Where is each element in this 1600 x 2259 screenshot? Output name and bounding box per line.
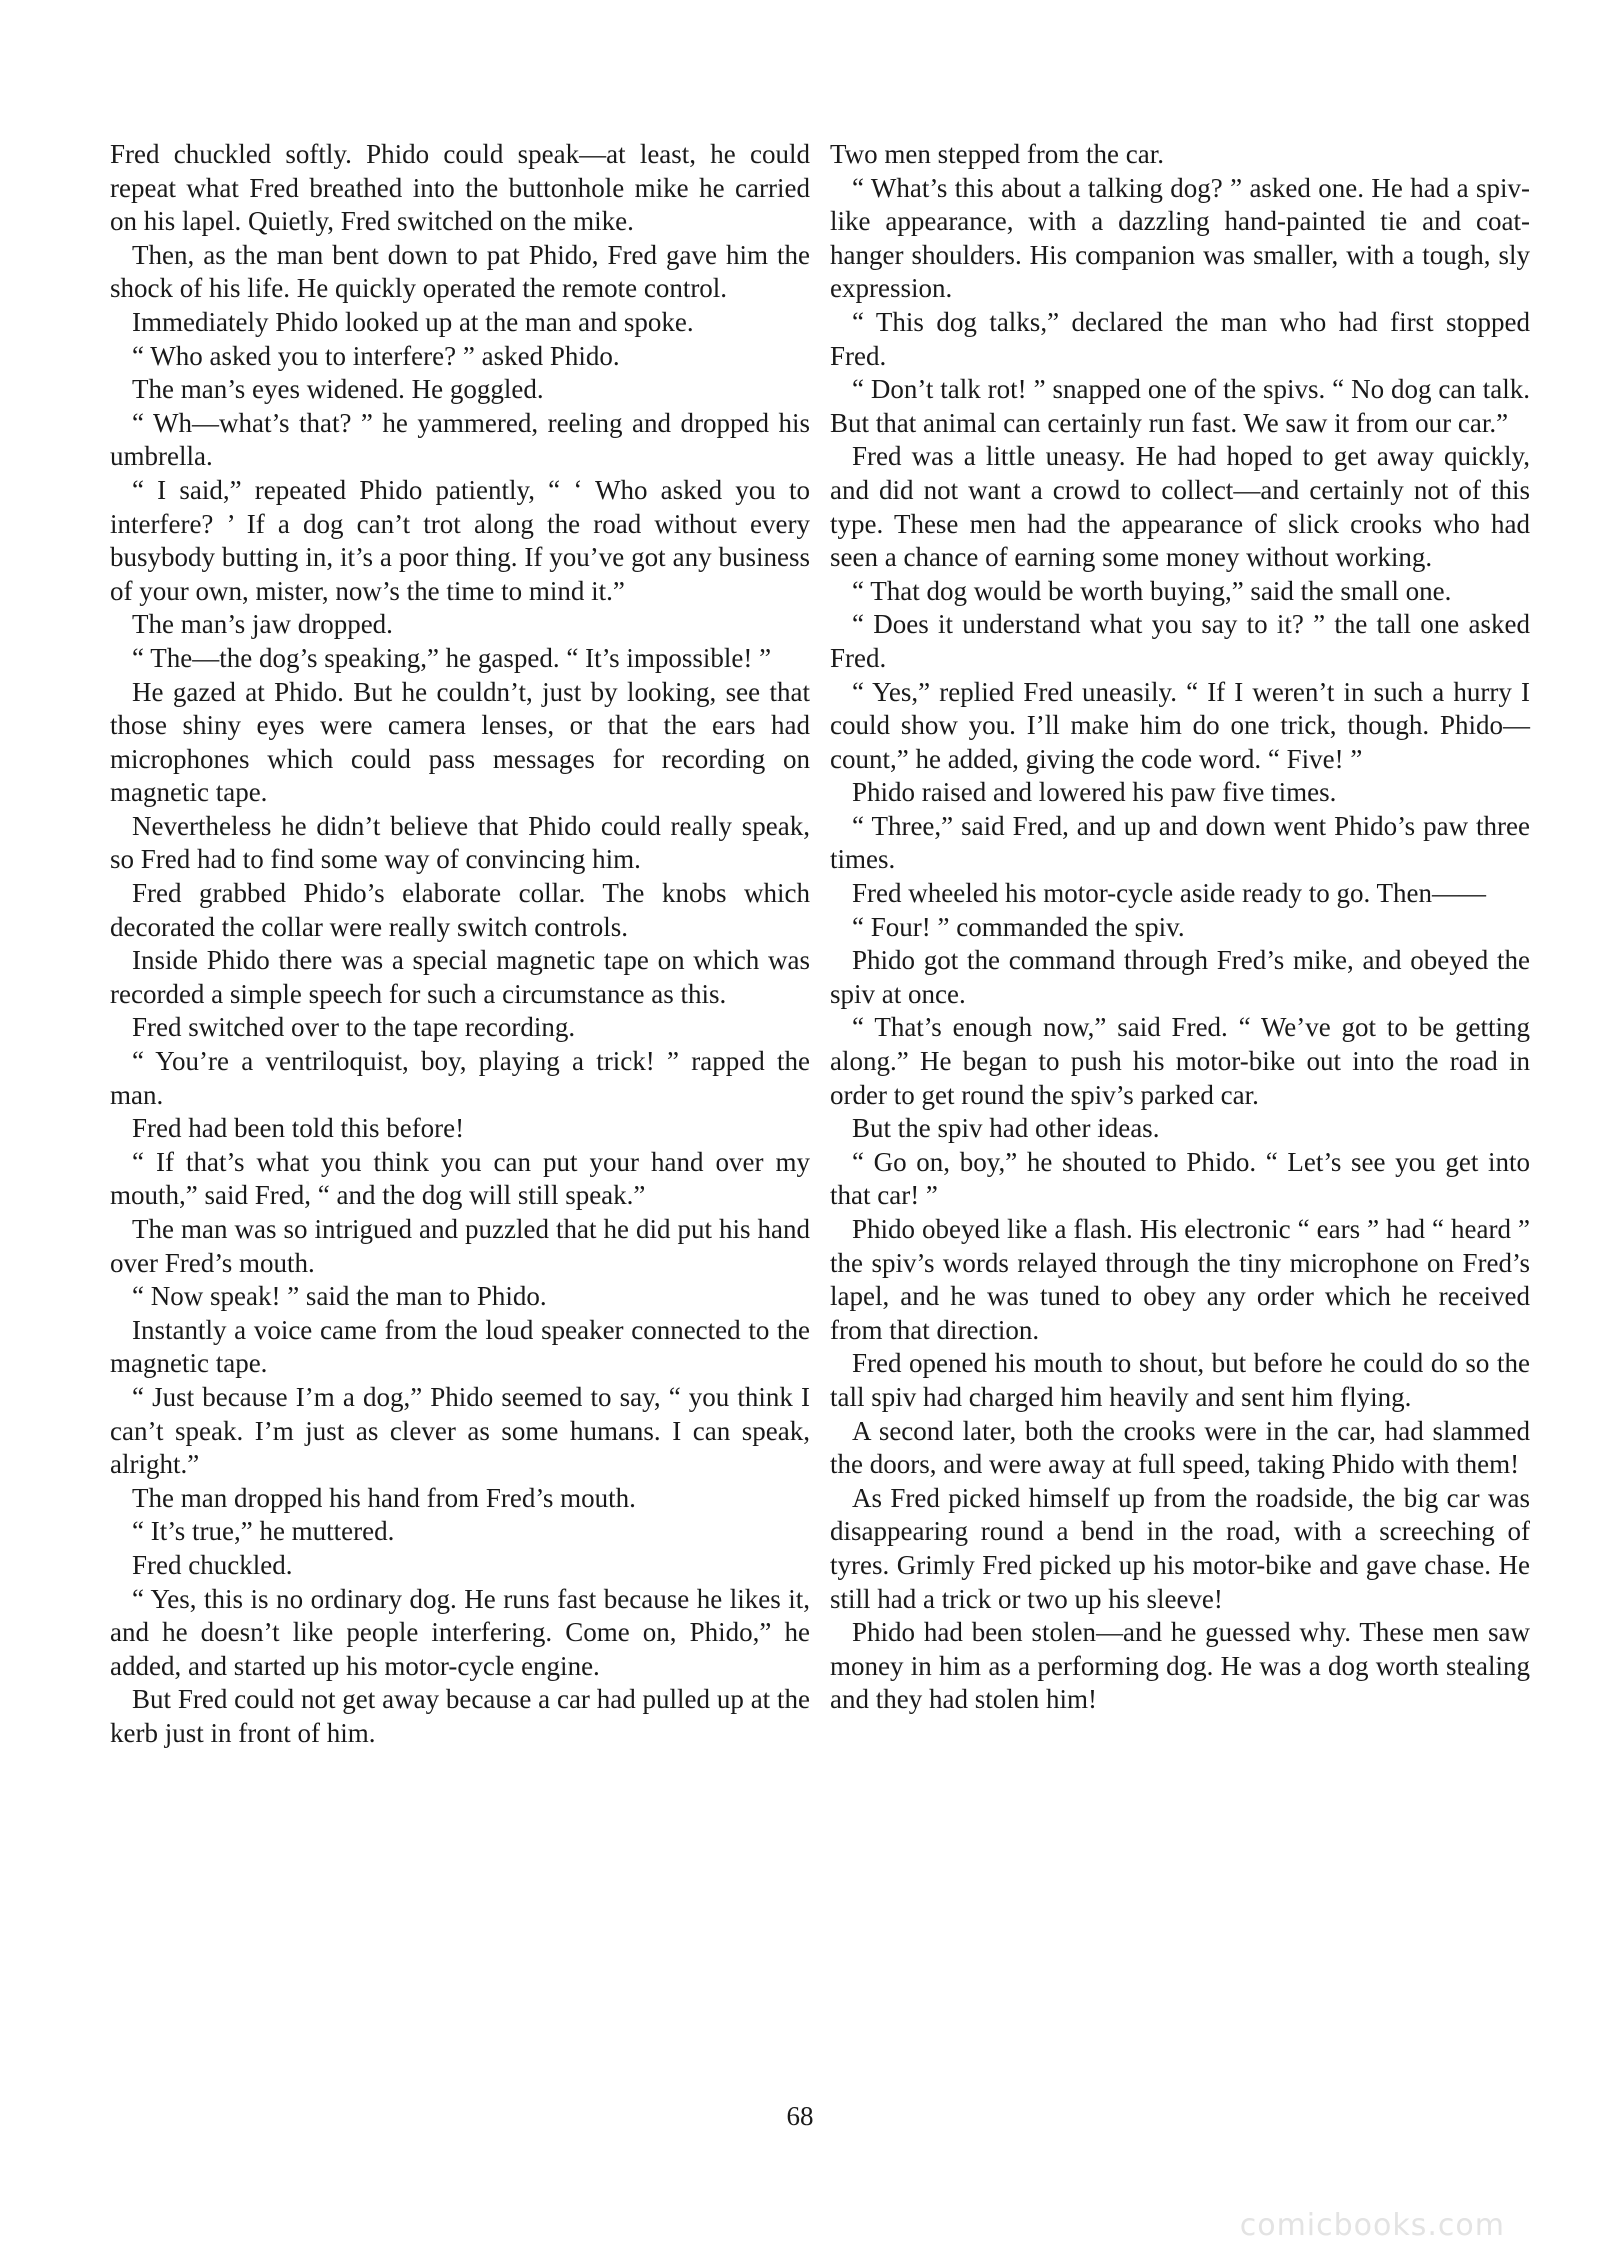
paragraph: But Fred could not get away because a car had pulled up at the kerb just in front of him. <box>110 1684 810 1748</box>
paragraph: “ I said,” repeated Phido patiently, “ ‘ Who asked you to interfere? ’ If a dog can’t trot along the road without every busybody butting in, it’s a poor thing. If you’ve got any business of your own, mister, now’s the time to mind it.” <box>110 474 810 606</box>
paragraph: Fred switched over to the tape recording. <box>132 1012 576 1043</box>
paragraph: Phido got the command through Fred’s mike, and obeyed the spiv at once. <box>830 945 1530 1009</box>
paragraph: “ If that’s what you think you can put your hand over my mouth,” said Fred, “ and the dog will still speak.” <box>110 1146 810 1211</box>
paragraph: “ Wh—what’s that? ” he yammered, reeling and dropped his umbrella. <box>110 407 810 472</box>
right-column <box>830 138 1530 1717</box>
paragraph: “ Go on, boy,” he shouted to Phido. “ Let’s see you get into that car! ” <box>830 1146 1530 1211</box>
paragraph: Fred was a little uneasy. He had hoped to get away quickly, and did not want a crowd to collect—and certainly not of this type. These men had the appearance of slick crooks who had seen a chance of earning some money without working. <box>830 441 1530 573</box>
paragraph: Fred chuckled. <box>132 1549 293 1580</box>
paragraph: Phido raised and lowered his paw five times. <box>852 777 1337 808</box>
paragraph: “ Who asked you to interfere? ” asked Phido. <box>132 340 620 371</box>
paragraph: But the spiv had other ideas. <box>852 1113 1160 1144</box>
paragraph: “ You’re a ventriloquist, boy, playing a trick! ” rapped the man. <box>110 1046 810 1110</box>
paragraph: “ Three,” said Fred, and up and down went Phido’s paw three times. <box>830 810 1530 875</box>
paragraph: Phido had been stolen—and he guessed why. These men saw money in him as a performing dog. He was a dog worth stealing and they had stolen him! <box>830 1617 1530 1715</box>
paragraph: “ Yes,” replied Fred uneasily. “ If I weren’t in such a hurry I could show you. I’ll make him do one trick, though. Phido—count,” he added, giving the code word. “ Five! ” <box>830 676 1530 774</box>
paragraph: “ That’s enough now,” said Fred. “ We’ve got to be getting along.” He began to push his motor-bike out into the road in order to get round the spiv’s parked car. <box>830 1012 1530 1110</box>
paragraph: A second later, both the crooks were in the car, had slammed the doors, and were away at full speed, taking Phido with them! <box>830 1415 1530 1480</box>
paragraph: Two men stepped from the car. <box>830 139 1165 169</box>
paragraph: “ What’s this about a talking dog? ” asked one. He had a spiv-like appearance, with a dazzling hand-painted tie and coat-hanger shoulders. His companion was smaller, with a tough, sly expression. <box>830 172 1530 304</box>
paragraph: “ It’s true,” he muttered. <box>132 1516 395 1547</box>
paragraph: “ Don’t talk rot! ” snapped one of the spivs. “ No dog can talk. But that animal can certainly run fast. We saw it from our car.” <box>830 374 1530 438</box>
paragraph: Fred grabbed Phido’s elaborate collar. The knobs which decorated the collar were really switch controls. <box>110 878 810 942</box>
paragraph: “ Yes, this is no ordinary dog. He runs fast because he likes it, and he doesn’t like people interfering. Come on, Phido,” he added, and started up his motor-cycle engine. <box>110 1583 810 1681</box>
paragraph: The man’s eyes widened. He goggled. <box>132 374 544 405</box>
paragraph: “ The—the dog’s speaking,” he gasped. “ It’s impossible! ” <box>132 642 772 673</box>
paragraph: Fred had been told this before! <box>132 1113 465 1144</box>
paragraph: He gazed at Phido. But he couldn’t, just by looking, see that those shiny eyes were camera lenses, or that the ears had microphones which could pass messages for recording on magnetic tape. <box>110 676 810 808</box>
page-number: 68 <box>786 2101 814 2131</box>
paragraph: Fred opened his mouth to shout, but before he could do so the tall spiv had charged him heavily and sent him flying. <box>830 1348 1530 1412</box>
paragraph: Nevertheless he didn’t believe that Phido could really speak, so Fred had to find some way of convincing him. <box>110 810 810 875</box>
paragraph: Then, as the man bent down to pat Phido, Fred gave him the shock of his life. He quickly operated the remote control. <box>110 239 810 304</box>
paragraph: Instantly a voice came from the loud speaker connected to the magnetic tape. <box>110 1314 810 1379</box>
paragraph: Inside Phido there was a special magnetic tape on which was recorded a simple speech for such a circumstance as this. <box>110 945 810 1009</box>
paragraph: Immediately Phido looked up at the man and spoke. <box>132 306 694 337</box>
paragraph: Fred wheeled his motor-cycle aside ready to go. Then—— <box>852 878 1487 909</box>
paragraph: “ Just because I’m a dog,” Phido seemed to say, “ you think I can’t speak. I’m just as clever as some humans. I can speak, alright.” <box>110 1381 810 1480</box>
paragraph: “ Now speak! ” said the man to Phido. <box>132 1281 547 1312</box>
left-column <box>110 138 810 1751</box>
paragraph: “ That dog would be worth buying,” said the small one. <box>852 575 1452 606</box>
paragraph: “ Four! ” commanded the spiv. <box>852 911 1185 942</box>
paragraph: “ This dog talks,” declared the man who had first stopped Fred. <box>830 306 1530 371</box>
paragraph: Phido obeyed like a flash. His electronic “ ears ” had “ heard ” the spiv’s words relayed through the tiny microphone on Fred’s lapel, and he was tuned to obey any order which he received from that direction. <box>830 1214 1530 1345</box>
paragraph: The man dropped his hand from Fred’s mouth. <box>132 1482 636 1513</box>
paragraph: As Fred picked himself up from the roadside, the big car was disappearing round a bend in the road, with a screeching of tyres. Grimly Fred picked up his motor-bike and gave chase. He still had a trick or two up his sleeve! <box>830 1482 1530 1614</box>
watermark: comicbooks.com <box>1239 2208 1505 2243</box>
paragraph: The man’s jaw dropped. <box>132 609 393 640</box>
paragraph: The man was so intrigued and puzzled that he did put his hand over Fred’s mouth. <box>110 1214 810 1278</box>
paragraph: “ Does it understand what you say to it? ” the tall one asked Fred. <box>830 609 1530 673</box>
paragraph: Fred chuckled softly. Phido could speak—at least, he could repeat what Fred breathed into the buttonhole mike he carried on his lapel. Quietly, Fred switched on the mike. <box>110 139 810 237</box>
